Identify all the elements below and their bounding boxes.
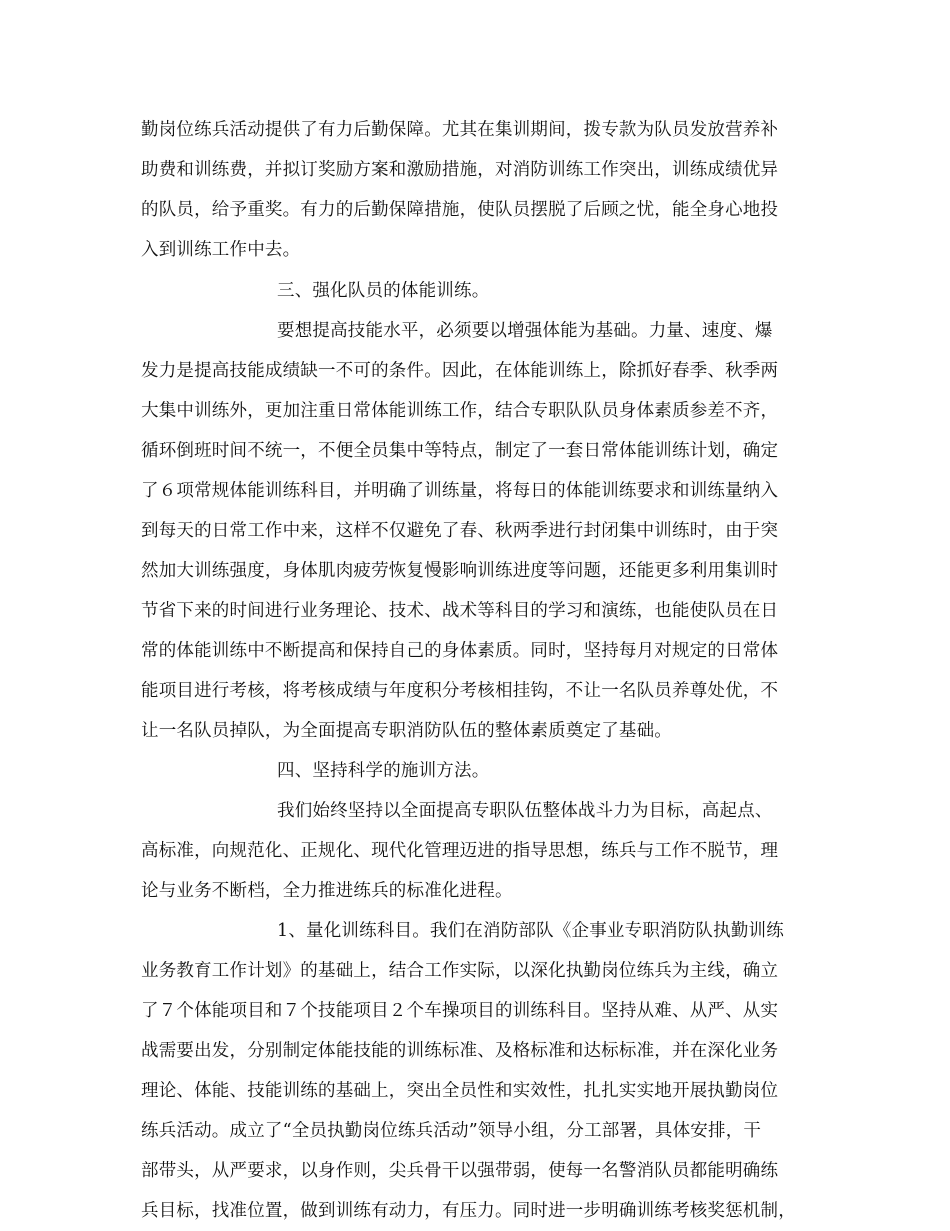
text-line: 战需要出发，分别制定体能技能的训练标准、及格标准和达标标准，并在深化业务	[141, 1041, 779, 1061]
text-line: 高标准，向规范化、正规化、现代化管理迈进的指导思想，练兵与工作不脱节，理	[141, 841, 779, 861]
text-line: 的队员，给予重奖。有力的后勤保障措施，使队员摆脱了后顾之忧，能全身心地投	[141, 200, 779, 220]
text-line: 发力是提高技能成绩缺一不可的条件。因此，在体能训练上，除抓好春季、秋季两	[141, 361, 779, 381]
text-line: 了７个体能项目和７个技能项目２个车操项目的训练科目。坚持从难、从严、从实	[141, 1001, 779, 1021]
text-line: 节省下来的时间进行业务理论、技术、战术等科目的学习和演练，也能使队员在日	[141, 601, 779, 621]
text-line: 到每天的日常工作中来，这样不仅避免了春、秋两季进行封闭集中训练时，由于突	[141, 521, 779, 541]
text-line: 我们始终坚持以全面提高专职队伍整体战斗力为目标，高起点、	[277, 801, 773, 821]
text-line: 了６项常规体能训练科目，并明确了训练量，将每日的体能训练要求和训练量纳入	[141, 481, 779, 501]
text-line: 入到训练工作中去。	[141, 240, 301, 260]
text-line: 理论、体能、技能训练的基础上，突出全员性和实效性，扎扎实实地开展执勤岗位	[141, 1081, 779, 1101]
text-line: 循环倒班时间不统一，不便全员集中等特点，制定了一套日常体能训练计划，确定	[141, 441, 779, 461]
text-line: 能项目进行考核，将考核成绩与年度积分考核相挂钩，不让一名队员养尊处优，不	[141, 681, 779, 701]
text-line: 论与业务不断档，全力推进练兵的标准化进程。	[141, 881, 513, 901]
text-line: 练兵活动。成立了“全员执勤岗位练兵活动”领导小组，分工部署，具体安排，干	[141, 1121, 762, 1141]
text-line: 然加大训练强度，身体肌肉疲劳恢复慢影响训练进度等问题，还能更多利用集训时	[141, 561, 779, 581]
text-line: 大集中训练外，更加注重日常体能训练工作，结合专职队队员身体素质参差不齐，	[141, 401, 779, 421]
text-line: 要想提高技能水平，必须要以增强体能为基础。力量、速度、爆	[277, 321, 773, 341]
text-line: 让一名队员掉队，为全面提高专职消防队伍的整体素质奠定了基础。	[141, 721, 672, 741]
text-line: 助费和训练费，并拟订奖励方案和激励措施，对消防训练工作突出，训练成绩优异	[141, 160, 779, 180]
text-line: 1、量化训练科目。我们在消防部队《企事业专职消防队执勤训练	[277, 921, 784, 941]
text-line: 兵目标，找准位置，做到训练有动力，有压力。同时进一步明确训练考核奖惩机制，	[141, 1201, 796, 1221]
text-line: 部带头，从严要求，以身作则，尖兵骨干以强带弱，使每一名警消队员都能明确练	[141, 1161, 779, 1181]
section-heading: 四、坚持科学的施训方法。	[277, 761, 490, 781]
section-heading: 三、强化队员的体能训练。	[277, 281, 490, 301]
text-line: 常的体能训练中不断提高和保持自己的身体素质。同时，坚持每月对规定的日常体	[141, 641, 779, 661]
text-line: 勤岗位练兵活动提供了有力后勤保障。尤其在集训期间，拨专款为队员发放营养补	[141, 120, 779, 140]
text-line: 业务教育工作计划》的基础上，结合工作实际，以深化执勤岗位练兵为主线，确立	[141, 961, 779, 981]
